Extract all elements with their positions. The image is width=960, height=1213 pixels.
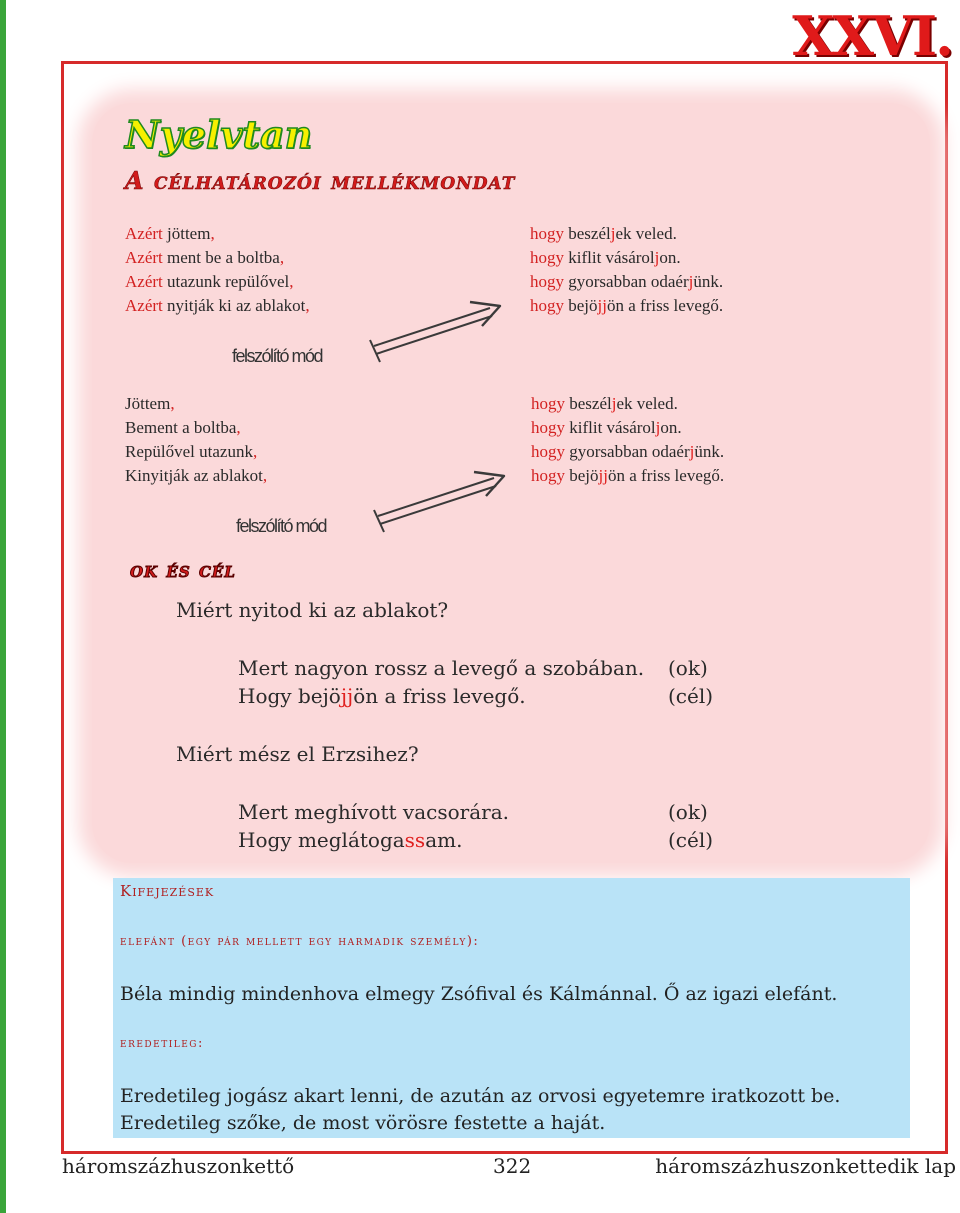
mode-label: felszólító mód — [236, 516, 327, 536]
footer-right: háromszázhuszonkettedik lap — [655, 1154, 956, 1178]
answer-reason: Mert nagyon rossz a levegő a szobában. — [238, 656, 645, 680]
answer-purpose: Hogy meglátogassam. — [238, 828, 463, 852]
answer-purpose: Hogy bejöjjön a friss levegő. — [238, 684, 526, 708]
page-number: 322 — [493, 1154, 532, 1178]
block1-right-line: hogy beszéljek veled. — [530, 224, 677, 243]
block2-left-line: Kinyitják az ablakot, — [125, 466, 268, 485]
answer-tag: (cél) — [668, 684, 714, 708]
expression-label: elefánt (egy pár mellett egy harmadik személy): — [120, 934, 480, 949]
block1-right-line: hogy bejöjjön a friss levegő. — [530, 296, 724, 315]
arrow-icon — [366, 296, 506, 368]
block1-right-line: hogy gyorsabban odaérjünk. — [530, 272, 724, 291]
answer-reason: Mert meghívott vacsorára. — [238, 800, 509, 824]
block1-left-line: Azért jöttem, — [125, 224, 215, 243]
question-2: Miért mész el Erzsihez? — [176, 742, 419, 766]
block2-right-line: hogy beszéljek veled. — [531, 394, 678, 413]
block1-right-line: hogy kiflit vásároljon. — [530, 248, 681, 267]
arrow-icon — [370, 466, 510, 538]
block2-left-line: Repülővel utazunk, — [125, 442, 258, 461]
question-1: Miért nyitod ki az ablakot? — [176, 598, 449, 622]
block2-left-line: Bement a boltba, — [125, 418, 241, 437]
block2-right-line: hogy kiflit vásároljon. — [531, 418, 682, 437]
expressions-heading: Kifejezések — [120, 882, 215, 900]
block1-left-line: Azért nyitják ki az ablakot, — [125, 296, 310, 315]
mode-label: felszólító mód — [232, 346, 323, 366]
expression-example: Eredetileg jogász akart lenni, de azután az orvosi egyetemre iratkozott be. — [120, 1085, 841, 1107]
block2-right-line: hogy gyorsabban odaérjünk. — [531, 442, 725, 461]
block1-left-line: Azért utazunk repülővel, — [125, 272, 294, 291]
section-title: Nyelvtan — [125, 112, 313, 157]
block2-right-line: hogy bejöjjön a friss levegő. — [531, 466, 725, 485]
expression-label: eredetileg: — [120, 1036, 204, 1051]
expression-example: Eredetileg szőke, de most vörösre festette a haját. — [120, 1112, 606, 1134]
answer-tag: (cél) — [668, 828, 714, 852]
chapter-number: XXVI. — [792, 4, 952, 68]
block1-left-line: Azért ment be a boltba, — [125, 248, 285, 267]
footer-left: háromszázhuszonkettő — [62, 1154, 295, 1178]
answer-tag: (ok) — [668, 800, 708, 824]
ok-cel-heading: ok és cél — [130, 557, 236, 582]
side-color-bar — [0, 0, 6, 1213]
expression-example: Béla mindig mindenhova elmegy Zsófival és Kálmánnal. Ő az igazi elefánt. — [120, 983, 838, 1005]
section-subtitle: A célhatározói mellékmondat — [125, 166, 516, 195]
answer-tag: (ok) — [668, 656, 708, 680]
block2-left-line: Jöttem, — [125, 394, 175, 413]
